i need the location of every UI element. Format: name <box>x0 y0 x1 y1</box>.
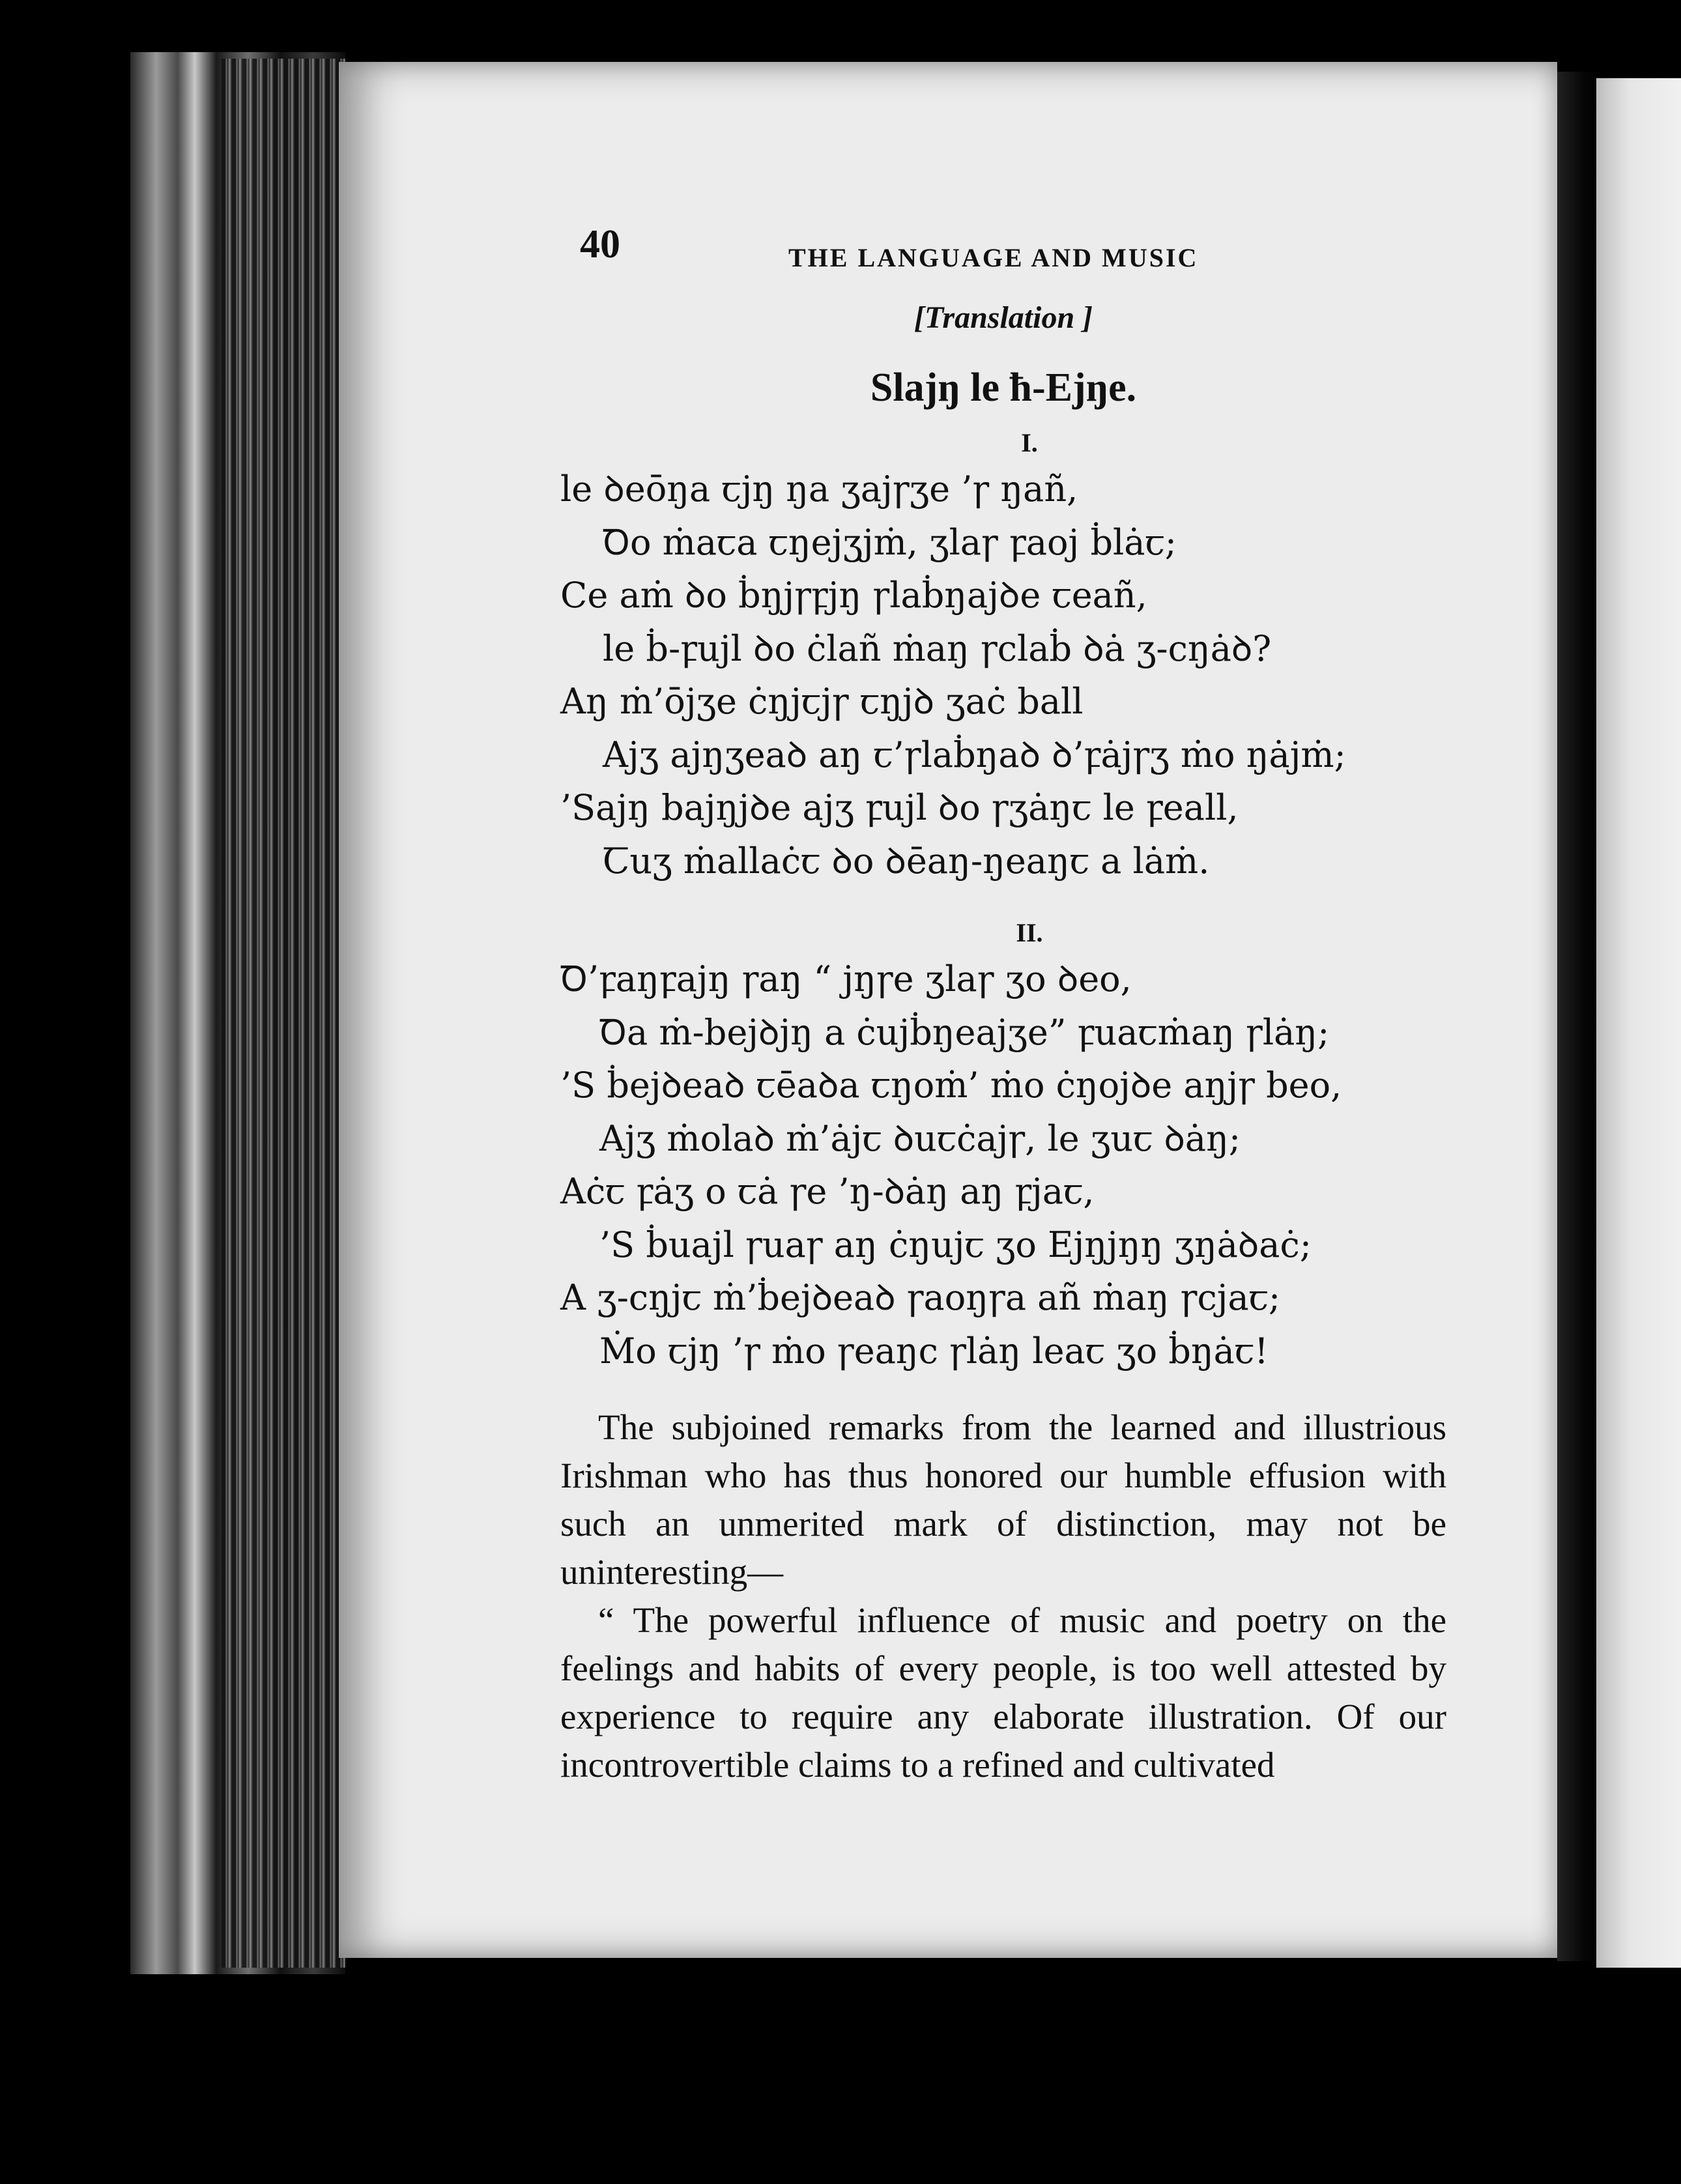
page-content <box>560 222 1446 1789</box>
verse-line: ’Sajŋ bajŋjꝺe ajʒ ꝼujl ꝺo ꞅʒȧŋꞇ le ꝼeall, <box>560 787 1239 828</box>
verse-line: A ʒ-cŋjꞇ ṁ’ḃejꝺeaꝺ ꞅaoŋꞅa añ ṁaŋ ꞅcjaꞇ; <box>560 1277 1281 1318</box>
verse-line: Ṁo ꞇjŋ ’ꞅ ṁo ꞅeaŋc ꞅlȧŋ leaꞇ ʒo ḃŋȧꞇ! <box>599 1330 1269 1372</box>
page-stack-edges <box>222 59 345 1968</box>
stanza-number: I. <box>1021 428 1038 457</box>
verse-line: Ajʒ ajŋʒeaꝺ aŋ ꞇ’ꞅlaḃŋaꝺ ꝺ’ꝼȧjꞅʒ ṁo ŋȧjṁ; <box>603 734 1346 775</box>
verse-line: Ꝺ’ꝼaŋꝼajŋ ꞅaŋ “ jŋꞅe ʒlaꞅ ʒo ꝺeo, <box>560 958 1132 999</box>
verse-line: Ajʒ ṁolaꝺ ṁ’ȧjꞇ ꝺuꞇċajꞅ, le ʒuꞇ ꝺȧŋ; <box>599 1117 1241 1159</box>
paragraph: The subjoined remarks from the learned and illustrious Irishman who has thus honored our humble effusion with such an unmerited mark of distinction, may not be uninteresting— <box>560 1407 1446 1592</box>
verse-line: Ꝺa ṁ-bejꝺjŋ a ċujḃŋeajʒe” ꝼuaꞇṁaŋ ꞅlȧŋ; <box>599 1011 1330 1053</box>
page-number: 40 <box>580 222 620 266</box>
verse-line: le ꝺeōŋa ꞇjŋ ŋa ʒajꞅʒe ’ꞅ ŋañ, <box>560 468 1078 510</box>
verse-line: Aŋ ṁ’ōjʒe ċŋjꞇjꞅ ꞇŋjꝺ ʒaċ ball <box>560 681 1084 722</box>
verse-line: Ce aṁ ꝺo ḃŋjꞅꝼjŋ ꞅlaḃŋajꝺe ꞇeañ, <box>560 575 1147 616</box>
poem-title: Slajŋ le ħ-Ejŋe. <box>870 366 1137 410</box>
verse-line: Ꝺo ṁaꞇa ꞇŋejʒjṁ, ʒlaꞅ ꝼaoj ḃlȧꞇ; <box>603 521 1177 563</box>
page-header <box>560 222 1446 293</box>
running-head: THE LANGUAGE AND MUSIC <box>788 243 1199 272</box>
stanza-1 <box>560 424 1446 887</box>
facing-page-edge <box>1596 78 1681 1968</box>
verse-line: ’S ḃejꝺeaꝺ ꞇēaꝺa ꞇŋoṁ’ ṁo ċŋojꝺe aŋjꞅ beo, <box>560 1065 1342 1106</box>
stanza-number: II. <box>1016 918 1043 947</box>
verse-line: Aċꞇ ꝼȧʒ o ꞇȧ ꞅe ’ŋ-ꝺȧŋ aŋ ꝼjaꞇ, <box>560 1171 1095 1212</box>
verse-line: Ꞇuʒ ṁallaċꞇ ꝺo ꝺēaŋ-ŋeaŋꞇ a lȧṁ. <box>603 840 1210 882</box>
stanza-2 <box>560 913 1446 1377</box>
paragraph: “ The powerful influence of music and poetry on the feelings and habits of every people, is too well attested by experience to require any elaborate illustration. Of our incontrovertible claims to a refined and cultivated <box>560 1600 1446 1785</box>
verse-line: ’S ḃuajl ꞅuaꞅ aŋ ċŋujꞇ ʒo Ejŋjŋŋ ʒŋȧꝺaċ; <box>599 1224 1312 1265</box>
translation-label: [Translation ] <box>913 300 1093 335</box>
prose-body <box>560 1403 1446 1789</box>
verse-line: le ḃ-ꝼujl ꝺo ċlañ ṁaŋ ꞅclaḃ ꝺȧ ʒ-cŋȧꝺ? <box>603 627 1272 669</box>
